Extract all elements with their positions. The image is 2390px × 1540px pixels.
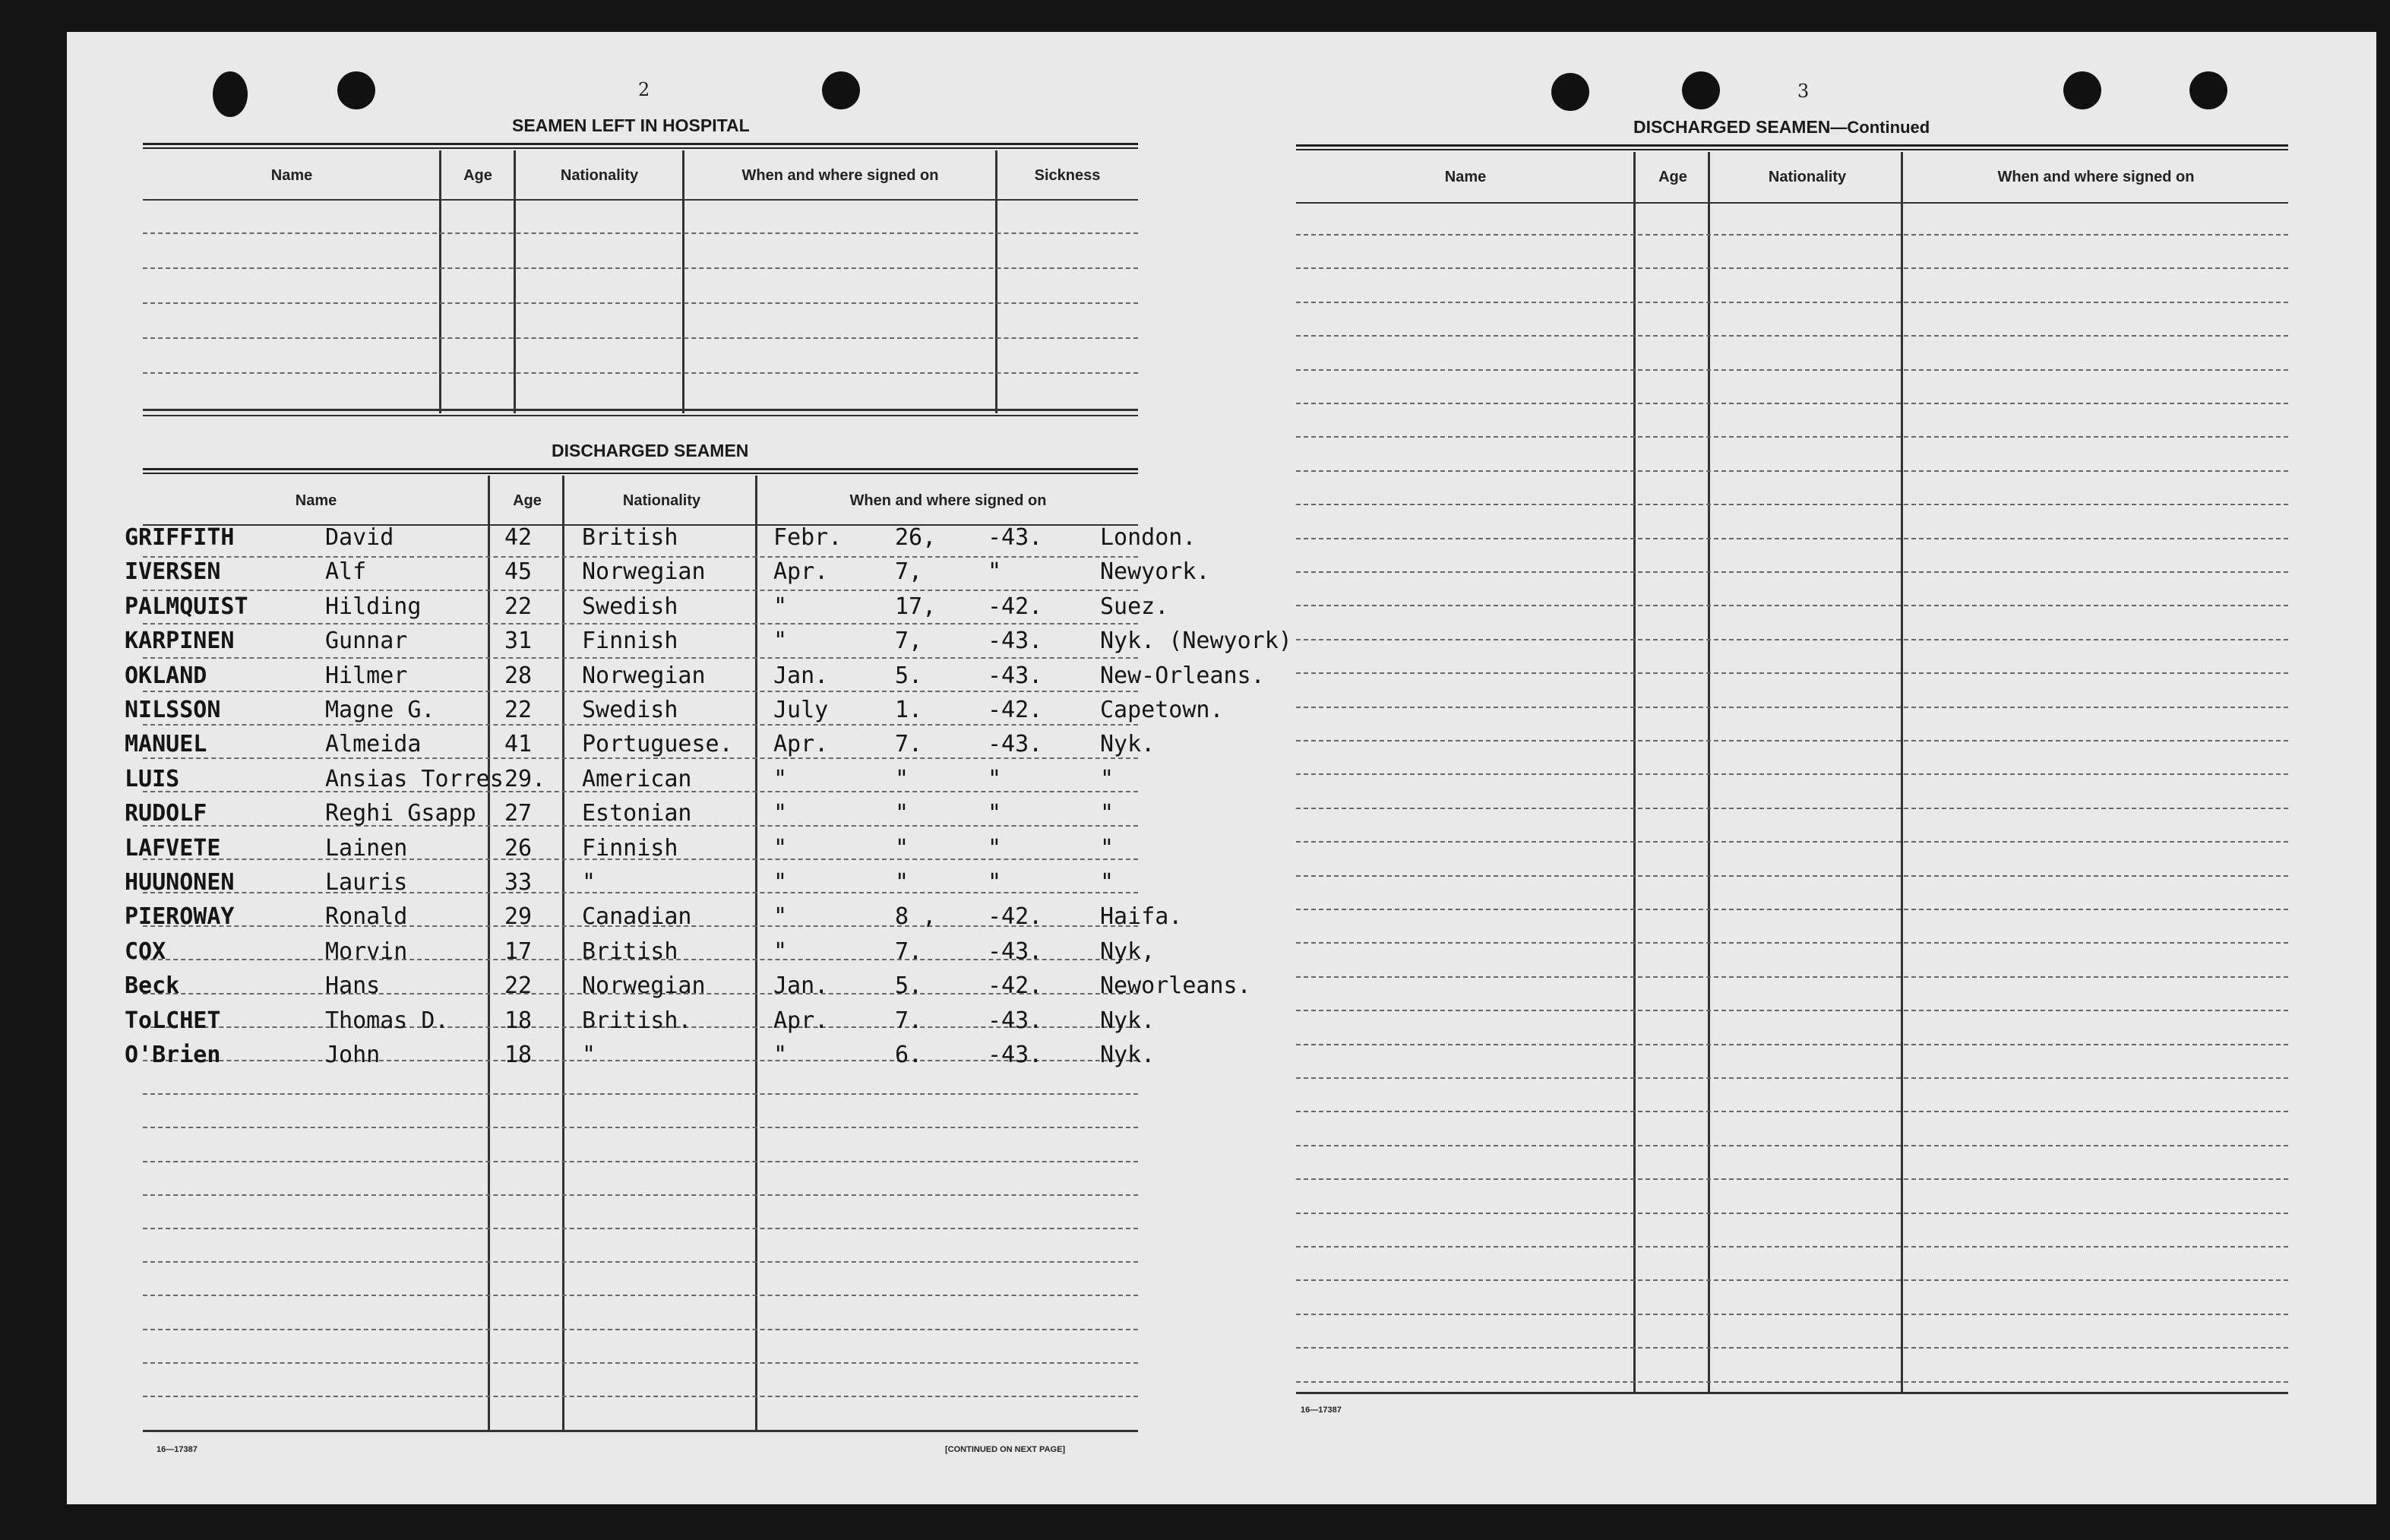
signed-on-year: " — [988, 765, 1002, 792]
seaman-given-name: Hilmer — [325, 662, 408, 689]
seaman-given-name: Hans — [325, 972, 381, 1000]
ruled-line — [143, 1194, 1138, 1196]
signed-on-year: -43. — [988, 731, 1043, 758]
seaman-nationality: Norwegian — [582, 662, 706, 689]
seaman-surname: KARPINEN — [125, 628, 235, 655]
seaman-surname: Beck — [125, 972, 180, 1000]
seaman-surname: MANUEL — [125, 731, 207, 758]
punch-hole — [822, 71, 860, 109]
signed-on-place: " — [1100, 800, 1114, 827]
table-row — [125, 694, 1224, 727]
signed-on-place: " — [1100, 869, 1114, 896]
signed-on-year: -43. — [988, 1042, 1043, 1068]
continued-section-title — [1633, 117, 1930, 138]
seaman-given-name: David — [325, 524, 394, 551]
ruled-line — [1296, 1044, 2288, 1045]
ruled-line — [1296, 942, 2288, 944]
seaman-given-name: Alf — [325, 558, 367, 586]
signed-on-place: Capetown. — [1100, 697, 1224, 723]
signed-on-year: " — [988, 800, 1002, 827]
ruled-line — [1296, 875, 2288, 877]
signed-on-day: " — [895, 869, 909, 896]
ruled-line — [1296, 1314, 2288, 1315]
discharged-section-title: DISCHARGED SEAMEN — [552, 441, 749, 460]
signed-on-place: " — [1100, 765, 1114, 792]
table-row — [125, 659, 1265, 693]
table-row — [125, 555, 1210, 589]
ruled-line — [1296, 1347, 2288, 1349]
seaman-nationality: Canadian — [582, 903, 692, 931]
ruled-line — [1296, 740, 2288, 742]
column-header-name: Name — [295, 492, 337, 509]
signed-on-year: -43. — [988, 938, 1043, 965]
column-header-nationality: Nationality — [1768, 169, 1847, 185]
table-bottom-rule — [143, 409, 1138, 411]
signed-on-day: 5. — [895, 662, 923, 689]
signed-on-place: Neworleans. — [1100, 972, 1251, 1000]
seaman-nationality: British — [582, 938, 678, 965]
ruled-line — [1296, 1111, 2288, 1112]
seaman-given-name: Lainen — [325, 834, 408, 862]
hospital-table — [143, 150, 1138, 419]
ruled-line — [143, 1362, 1138, 1364]
ruled-line — [1296, 302, 2288, 303]
signed-on-place: " — [1100, 834, 1114, 862]
ruled-line — [1296, 1145, 2288, 1146]
seaman-nationality: " — [582, 1042, 596, 1068]
ruled-line — [1296, 773, 2288, 775]
seaman-age: 31 — [504, 628, 533, 655]
signed-on-month: Jan. — [773, 662, 829, 689]
seaman-nationality: Swedish — [582, 697, 678, 723]
ruled-line — [1296, 909, 2288, 910]
ruled-line — [143, 302, 1138, 304]
seaman-nationality: British. — [582, 1007, 692, 1034]
punch-hole — [2063, 71, 2101, 109]
ruled-line — [1296, 1010, 2288, 1011]
seaman-age: 33 — [504, 869, 533, 896]
signed-on-year: " — [988, 558, 1002, 586]
ruled-line — [143, 1396, 1138, 1397]
signed-on-month: " — [773, 869, 788, 896]
ruled-line — [1296, 672, 2288, 674]
ruled-line — [143, 372, 1138, 374]
signed-on-day: " — [895, 834, 909, 862]
seaman-age: 29 — [504, 903, 533, 931]
ruled-line — [1296, 436, 2288, 438]
signed-on-year: -42. — [988, 697, 1043, 723]
column-divider — [1633, 152, 1636, 1392]
table-row — [125, 1039, 1155, 1072]
signed-on-day: 26, — [895, 524, 937, 551]
ruled-line — [1296, 267, 2288, 269]
column-divider — [995, 150, 997, 413]
table-row — [125, 797, 1138, 830]
seaman-age: 22 — [504, 972, 533, 1000]
signed-on-year: -43. — [988, 628, 1043, 655]
seaman-nationality: British — [582, 524, 678, 551]
signed-on-day: 6. — [895, 1042, 923, 1068]
signed-on-month: " — [773, 800, 788, 827]
signed-on-place: Nyk, — [1100, 938, 1155, 965]
double-rule — [1296, 144, 2288, 150]
seaman-given-name: Ansias Torres — [325, 765, 504, 792]
signed-on-day: " — [895, 800, 909, 827]
page-number: 3 — [1797, 81, 1810, 102]
seaman-surname: IVERSEN — [125, 558, 221, 586]
seaman-surname: OKLAND — [125, 662, 207, 689]
ruled-line — [1296, 470, 2288, 472]
column-header-age: Age — [1658, 169, 1687, 185]
form-number: 16—17387 — [156, 1445, 198, 1454]
punch-hole — [1551, 73, 1589, 111]
table-header — [143, 150, 1138, 201]
seaman-given-name: John — [325, 1042, 381, 1068]
signed-on-day: 7. — [895, 1007, 923, 1034]
signed-on-month: " — [773, 628, 788, 655]
punch-hole — [2189, 71, 2227, 109]
seaman-surname: LAFVETE — [125, 834, 221, 862]
seaman-nationality: Portuguese. — [582, 731, 733, 758]
signed-on-place: Nyk. (Newyork) — [1100, 628, 1292, 655]
table-row — [125, 969, 1251, 1003]
column-header-name: Name — [1444, 169, 1487, 185]
ruled-line — [1296, 538, 2288, 539]
column-divider — [682, 150, 684, 413]
signed-on-month: " — [773, 593, 788, 620]
signed-on-day: 7. — [895, 731, 923, 758]
signed-on-place: London. — [1100, 524, 1197, 551]
punch-hole — [1682, 71, 1720, 109]
column-header-age: Age — [463, 167, 492, 184]
seaman-nationality: " — [582, 869, 596, 896]
ruled-line — [143, 1093, 1138, 1095]
double-rule — [143, 468, 1138, 474]
ruled-line — [1296, 571, 2288, 573]
column-header-signed-on: When and where signed on — [741, 167, 939, 184]
seaman-nationality: Finnish — [582, 834, 678, 862]
seaman-age: 18 — [504, 1042, 533, 1068]
ruled-line — [1296, 605, 2288, 606]
column-divider — [514, 150, 516, 413]
signed-on-year: " — [988, 834, 1002, 862]
seaman-given-name: Magne G. — [325, 697, 435, 723]
seaman-surname: HUUNONEN — [125, 869, 235, 896]
table-row — [125, 590, 1169, 624]
ruled-line — [1296, 1279, 2288, 1281]
discharged-continued-table — [1296, 152, 2288, 1399]
seaman-age: 18 — [504, 1007, 533, 1034]
signed-on-place: Nyk. — [1100, 1042, 1155, 1068]
signed-on-month: Apr. — [773, 1007, 829, 1034]
table-bottom-rule — [143, 1430, 1138, 1432]
table-bottom-rule — [143, 415, 1138, 416]
column-header-name: Name — [270, 167, 313, 184]
signed-on-month: Febr. — [773, 524, 843, 551]
hospital-section-title: SEAMEN LEFT IN HOSPITAL — [512, 115, 750, 135]
seaman-nationality: Estonian — [582, 800, 692, 827]
signed-on-day: 7. — [895, 938, 923, 965]
ruled-line — [1296, 1213, 2288, 1214]
title-main: DISCHARGED SEAMEN — [1633, 117, 1831, 137]
signed-on-place: Haifa. — [1100, 903, 1183, 931]
seaman-age: 26 — [504, 834, 533, 862]
ruled-line — [1296, 1246, 2288, 1247]
table-row — [125, 832, 1138, 865]
seaman-nationality: Norwegian — [582, 972, 706, 1000]
signed-on-day: 8 , — [895, 903, 937, 931]
seaman-given-name: Morvin — [325, 938, 408, 965]
signed-on-place: Nyk. — [1100, 1007, 1155, 1034]
table-header — [143, 476, 1138, 526]
signed-on-year: -43. — [988, 662, 1043, 689]
ruled-line — [1296, 1381, 2288, 1383]
column-divider — [439, 150, 441, 413]
ruled-line — [143, 1329, 1138, 1330]
seaman-nationality: Swedish — [582, 593, 678, 620]
seaman-surname: O'Brien — [125, 1042, 221, 1068]
column-divider — [1708, 152, 1710, 1392]
ruled-line — [1296, 1077, 2288, 1079]
table-row — [125, 935, 1155, 969]
seaman-surname: PIEROWAY — [125, 903, 235, 931]
signed-on-year: -42. — [988, 972, 1043, 1000]
seaman-age: 17 — [504, 938, 533, 965]
seaman-nationality: Finnish — [582, 628, 678, 655]
seaman-age: 22 — [504, 697, 533, 723]
ruled-line — [143, 267, 1138, 269]
column-header-sickness: Sickness — [1034, 167, 1101, 184]
signed-on-year: -42. — [988, 593, 1043, 620]
seaman-given-name: Almeida — [325, 731, 422, 758]
title-suffix: —Continued — [1830, 118, 1930, 137]
signed-on-month: " — [773, 1042, 788, 1068]
seaman-surname: RUDOLF — [125, 800, 207, 827]
ruled-line — [143, 1261, 1138, 1263]
ruled-line — [143, 1295, 1138, 1296]
ruled-line — [1296, 639, 2288, 640]
signed-on-year: -43. — [988, 1007, 1043, 1034]
table-row — [125, 763, 1138, 796]
column-header-nationality: Nationality — [560, 167, 639, 184]
column-header-signed-on: When and where signed on — [1997, 169, 2195, 185]
document-sheet — [67, 32, 2376, 1504]
discharged-seamen-table — [125, 476, 1292, 1437]
column-divider — [1901, 152, 1903, 1392]
seaman-surname: NILSSON — [125, 697, 221, 723]
signed-on-day: 5. — [895, 972, 923, 1000]
signed-on-month: Apr. — [773, 731, 829, 758]
seaman-surname: PALMQUIST — [125, 593, 248, 620]
ruled-line — [143, 1161, 1138, 1162]
column-header-nationality: Nationality — [622, 492, 701, 509]
punch-hole — [337, 71, 375, 109]
signed-on-day: 1. — [895, 697, 923, 723]
seaman-given-name: Lauris — [325, 869, 408, 896]
seaman-given-name: Gunnar — [325, 628, 408, 655]
ruled-line — [1296, 504, 2288, 505]
ruled-line — [1296, 841, 2288, 843]
seaman-surname: COX — [125, 938, 166, 965]
ruled-line — [1296, 369, 2288, 371]
signed-on-day: 17, — [895, 593, 937, 620]
signed-on-day: 7, — [895, 628, 923, 655]
signed-on-place: Suez. — [1100, 593, 1169, 620]
column-header-signed-on: When and where signed on — [849, 492, 1047, 509]
seaman-age: 28 — [504, 662, 533, 689]
seaman-age: 41 — [504, 731, 533, 758]
seaman-age: 42 — [504, 524, 533, 551]
ruled-line — [143, 337, 1138, 339]
signed-on-month: Jan. — [773, 972, 829, 1000]
ruled-line — [1296, 234, 2288, 236]
seaman-age: 45 — [504, 558, 533, 586]
continued-note: [CONTINUED ON NEXT PAGE] — [945, 1445, 1066, 1454]
ruled-line — [1296, 1178, 2288, 1180]
signed-on-month: " — [773, 765, 788, 792]
ruled-line — [143, 232, 1138, 234]
signed-on-year: -42. — [988, 903, 1043, 931]
signed-on-month: " — [773, 903, 788, 931]
seaman-surname: ToLCHET — [125, 1007, 221, 1034]
seaman-given-name: Hilding — [325, 593, 422, 620]
signed-on-year: -43. — [988, 524, 1043, 551]
signed-on-month: July — [773, 697, 829, 723]
page-number: 2 — [638, 79, 650, 100]
signed-on-month: " — [773, 834, 788, 862]
table-header — [1296, 152, 2288, 204]
seaman-nationality: Norwegian — [582, 558, 706, 586]
seaman-age: 29. — [504, 765, 546, 792]
table-row — [125, 625, 1292, 658]
seaman-age: 22 — [504, 593, 533, 620]
double-rule — [143, 143, 1138, 149]
signed-on-day: " — [895, 765, 909, 792]
ruled-line — [143, 1228, 1138, 1229]
table-row — [125, 1004, 1155, 1038]
seaman-given-name: Reghi Gsapp — [325, 800, 476, 827]
table-row — [125, 900, 1183, 934]
seaman-surname: LUIS — [125, 765, 180, 792]
table-row — [125, 866, 1138, 900]
signed-on-month: Apr. — [773, 558, 829, 586]
seaman-age: 27 — [504, 800, 533, 827]
table-row — [125, 521, 1197, 555]
form-number: 16—17387 — [1301, 1406, 1342, 1415]
signed-on-month: " — [773, 938, 788, 965]
seaman-nationality: American — [582, 765, 692, 792]
signed-on-year: " — [988, 869, 1002, 896]
signed-on-place: New-Orleans. — [1100, 662, 1265, 689]
punch-hole — [213, 71, 248, 117]
signed-on-place: Newyork. — [1100, 558, 1210, 586]
seaman-given-name: Ronald — [325, 903, 408, 931]
ruled-line — [1296, 403, 2288, 404]
signed-on-day: 7, — [895, 558, 923, 586]
table-row — [125, 728, 1155, 761]
ruled-line — [1296, 808, 2288, 809]
column-header-age: Age — [513, 492, 542, 509]
ruled-line — [1296, 707, 2288, 708]
ruled-line — [1296, 335, 2288, 337]
ruled-line — [143, 1127, 1138, 1128]
signed-on-place: Nyk. — [1100, 731, 1155, 758]
ruled-line — [1296, 976, 2288, 978]
seaman-given-name: Thomas D. — [325, 1007, 449, 1034]
table-bottom-rule — [1296, 1392, 2288, 1394]
seaman-surname: GRIFFITH — [125, 524, 235, 551]
